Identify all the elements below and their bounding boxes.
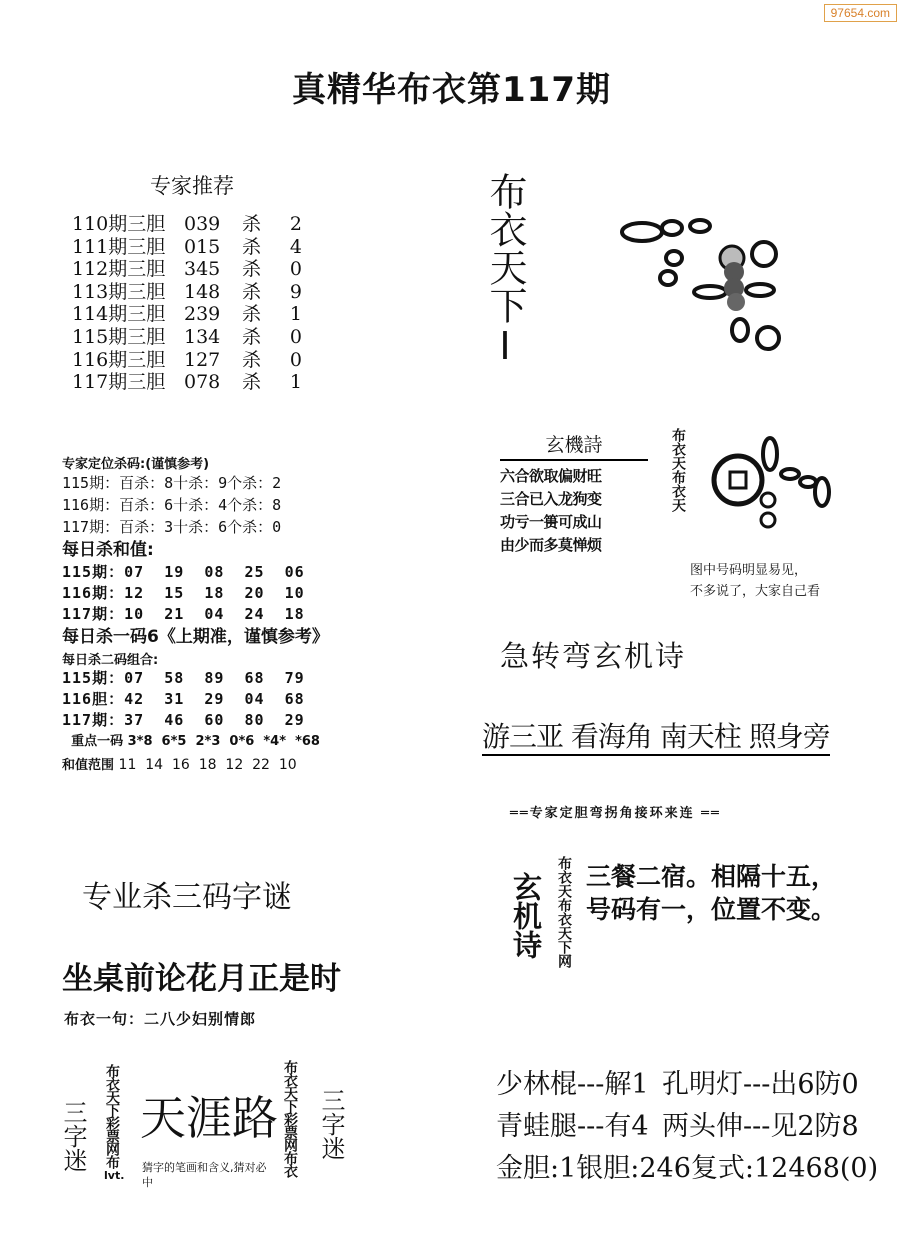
daily-two-line: 115期：07 58 89 68 79 [62, 669, 305, 687]
expert-kill-num: 0 [289, 325, 302, 348]
ysy-riddle: 游三亚 看海角 南天柱 照身旁 [482, 720, 830, 756]
expert-kill-num: 0 [289, 348, 302, 371]
expert-nums: 015 [184, 235, 221, 258]
clue-b: 孔明灯---出6防0 [662, 1069, 859, 1100]
expert-kill-label: 杀 [242, 280, 262, 303]
byi-sentence: 布衣一句：二八少妇别情郎 [64, 1010, 257, 1028]
clue-row [496, 1064, 878, 1106]
expert-row [72, 303, 302, 326]
riddle-col2: 布衣天下彩票网布衣 [282, 1060, 298, 1177]
expert-row [72, 371, 302, 394]
clue-block [496, 1064, 878, 1190]
zjdd-heading: ══专家定胆弯拐角接环来连 ══ [510, 806, 721, 821]
clue-a: 少林棍---解1 [496, 1069, 649, 1100]
daily-two-line: 117期：37 46 60 80 29 [62, 711, 305, 729]
daily-one-code: 每日杀一码6《上期准，谨慎参考》 [62, 627, 329, 647]
xjs-side-text: 布衣天布衣天 [670, 428, 686, 512]
expert-kill-label: 杀 [242, 325, 262, 348]
daily-sum-heading: 每日杀和值: [62, 540, 154, 560]
sc-riddle [586, 860, 836, 926]
expert-row [72, 349, 302, 372]
riddle-word: 天涯路 [140, 1091, 278, 1145]
xjs-line: 功亏一篑可成山 [500, 513, 602, 531]
expert-nums: 345 [184, 258, 221, 281]
sc-line: 号码有一，位置不变。 [586, 895, 837, 924]
expert-kill-num: 2 [289, 213, 302, 235]
expert-period: 110期三胆 [72, 213, 166, 235]
expert-nums: 078 [184, 371, 221, 394]
expert-period: 116期三胆 [72, 348, 166, 371]
riddle-hint: 猜字的笔画和含义,猜对必中 [142, 1161, 267, 1189]
expert-nums: 127 [184, 348, 221, 371]
stats-block [62, 453, 329, 777]
sum-range-row [62, 753, 329, 777]
daily-sum-line: 117期：10 21 04 24 18 [62, 605, 305, 623]
expert-row [72, 213, 302, 236]
expert-kill-num: 1 [289, 371, 302, 394]
expert-kill-label: 杀 [242, 258, 262, 281]
byt-vertical: 布衣天下I [483, 172, 527, 368]
daily-two-heading: 每日杀二码组合: [62, 653, 159, 668]
xjs-line: 由少而多莫惮烦 [500, 536, 602, 554]
expert-row [72, 258, 302, 281]
sum-range-value: 11 14 16 18 12 22 10 [118, 757, 297, 773]
daily-sum-line: 115期：07 19 08 25 06 [62, 563, 305, 581]
expert-kill-num: 4 [289, 235, 302, 258]
expert-row [72, 281, 302, 304]
position-line: 115期：百杀：8十杀：9个杀：2 [62, 474, 282, 492]
coin-image-2 [708, 432, 838, 542]
daily-two-line: 116胆：42 31 29 04 68 [62, 690, 305, 708]
expert-kill-num: 1 [289, 303, 302, 326]
xjs-line: 三合已入龙狗变 [500, 490, 602, 508]
xjs-hint-line: 不多说了，大家自己看 [690, 584, 821, 599]
expert-nums: 134 [184, 325, 221, 348]
position-line: 116期：百杀：6十杀：4个杀：8 [62, 496, 282, 514]
expert-row [72, 236, 302, 259]
key-code-row [62, 731, 329, 753]
expert-nums: 239 [184, 303, 221, 326]
expert-period: 117期三胆 [72, 371, 166, 394]
expert-period: 114期三胆 [72, 303, 166, 326]
clue-b: 两头伸---见2防8 [662, 1111, 859, 1142]
expert-table [72, 213, 302, 394]
key-code-label: 重点一码 [71, 734, 124, 749]
position-line: 117期：百杀：3十杀：6个杀：0 [62, 518, 282, 536]
expert-kill-label: 杀 [242, 213, 262, 235]
xjs3-side: 布衣天布衣天下网 [556, 856, 572, 968]
xjs-title: 玄機詩 [500, 430, 648, 461]
position-heading: 专家定位杀码:(谨慎参考) [62, 457, 210, 472]
expert-nums: 039 [184, 213, 221, 235]
watermark: 97654.com [824, 4, 897, 22]
riddle-col1-tail: lvt. [104, 1169, 125, 1182]
expert-nums: 148 [184, 280, 221, 303]
coin-pattern-image [612, 210, 792, 360]
expert-period: 112期三胆 [72, 258, 166, 281]
kill3-title: 专业杀三码字谜 [82, 880, 292, 915]
expert-kill-label: 杀 [242, 348, 262, 371]
clue-row [496, 1106, 878, 1148]
expert-kill-label: 杀 [242, 235, 262, 258]
expert-kill-label: 杀 [242, 303, 262, 326]
clue-a: 青蛙腿---有4 [496, 1111, 649, 1142]
expert-period: 113期三胆 [72, 280, 166, 303]
sum-range-label: 和值范围 [62, 758, 115, 773]
expert-kill-num: 0 [289, 258, 302, 281]
expert-row [72, 326, 302, 349]
riddle-left-label: 三字迷 [59, 1100, 87, 1172]
final-line: 金胆:1银胆:246复式:12468(0) [496, 1153, 879, 1184]
page-title: 真精华布衣第117期 [292, 70, 611, 110]
expert-heading: 专家推荐 [150, 174, 234, 198]
riddle-col1 [104, 1064, 124, 1184]
xjs-hint [690, 560, 820, 602]
jzw-title [0, 634, 903, 675]
xjs-poem [500, 430, 648, 557]
key-code-value: 3*8 6*5 2*3 0*6 *4* *68 [127, 734, 320, 749]
xjs3-title: 玄机诗 [509, 872, 543, 959]
expert-period: 115期三胆 [72, 325, 166, 348]
expert-kill-num: 9 [289, 280, 302, 303]
riddle-col1-text: 布衣天下彩票网布 [104, 1064, 120, 1168]
poem-line: 坐桌前论花月正是时 [62, 961, 341, 997]
xjs-hint-line: 图中号码明显易见， [690, 563, 808, 578]
xjs-line: 六合欲取偏财旺 [500, 467, 602, 485]
daily-sum-line: 116期：12 15 18 20 10 [62, 584, 305, 602]
expert-period: 111期三胆 [72, 235, 166, 258]
position-lines [62, 472, 329, 538]
sc-line: 三餐二宿。相隔十五， [586, 862, 837, 891]
expert-kill-label: 杀 [242, 371, 262, 394]
riddle-right-label: 三字迷 [317, 1088, 345, 1160]
jzw-title-text: 急转弯玄机诗 [500, 639, 687, 673]
